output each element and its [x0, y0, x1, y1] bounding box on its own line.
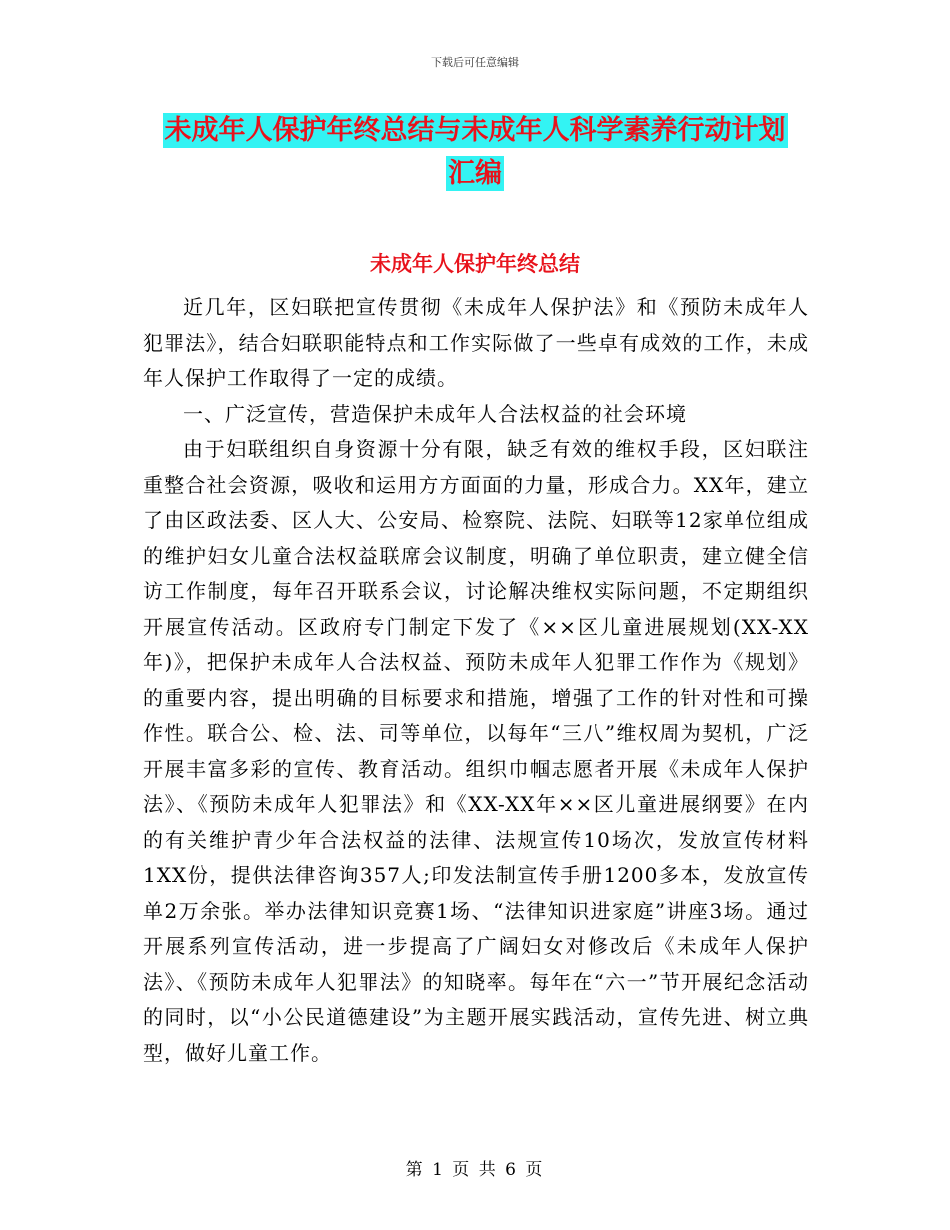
page-indicator: 第 1 页 共 6 页: [405, 1160, 545, 1180]
document-title-text-2: 汇编: [448, 158, 502, 189]
document-title-line-1: [0, 113, 950, 149]
document-body: [143, 290, 809, 1071]
document-title-line-2: [0, 156, 950, 192]
document-title-text-1: 未成年人保护年终总结与未成年人科学素养行动计划: [164, 115, 786, 146]
paragraph-intro: 近几年，区妇联把宣传贯彻《未成年人保护法》和《预防未成年人犯罪法》，结合妇联职能特点和工作实际做了一些卓有成效的工作，未成年人保护工作取得了一定的成绩。: [143, 295, 809, 390]
section-title: 未成年人保护年终总结: [370, 252, 580, 276]
paragraph-heading-1: 一、广泛宣传，营造保护未成年人合法权益的社会环境: [183, 401, 687, 426]
paragraph-section-1: 由于妇联组织自身资源十分有限，缺乏有效的维权手段，区妇联注重整合社会资源，吸收和运用方方面面的力量，形成合力。XX年，建立了由区政法委、区人大、公安局、检察院、法院、妇联等12家单位组成的维护妇女儿童合法权益联席会议制度，明确了单位职责，建立健全信访工作制度，每年召开联系会议，讨论解决维权实际问题，不定期组织开展宣传活动。区政府专门制定下发了《××区儿童进展规划(XX-XX年)》，把保护未成年人合法权益、预防未成年人犯罪工作作为《规划》的重要内容，提出明确的目标要求和措施，增强了工作的针对性和可操作性。联合公、检、法、司等单位，以每年“三八”维权周为契机，广泛开展丰富多彩的宣传、教育活动。组织巾帼志愿者开展《未成年人保护法》、《预防未成年人犯罪法》和《XX-XX年××区儿童进展纲要》在内的有关维护青少年合法权益的法律、法规宣传10场次，发放宣传材料1XX份，提供法律咨询357人;印发法制宣传手册1200多本，发放宣传单2万余张。举办法律知识竞赛1场、“法律知识进家庭”讲座3场。通过开展系列宣传活动，进一步提高了广阔妇女对修改后《未成年人保护法》、《预防未成年人犯罪法》的知晓率。每年在“六一”节开展纪念活动的同时，以“小公民道德建设”为主题开展实践活动，宣传先进、树立典型，做好儿童工作。: [143, 437, 809, 1065]
header-note: 下载后可任意编辑: [431, 56, 519, 69]
